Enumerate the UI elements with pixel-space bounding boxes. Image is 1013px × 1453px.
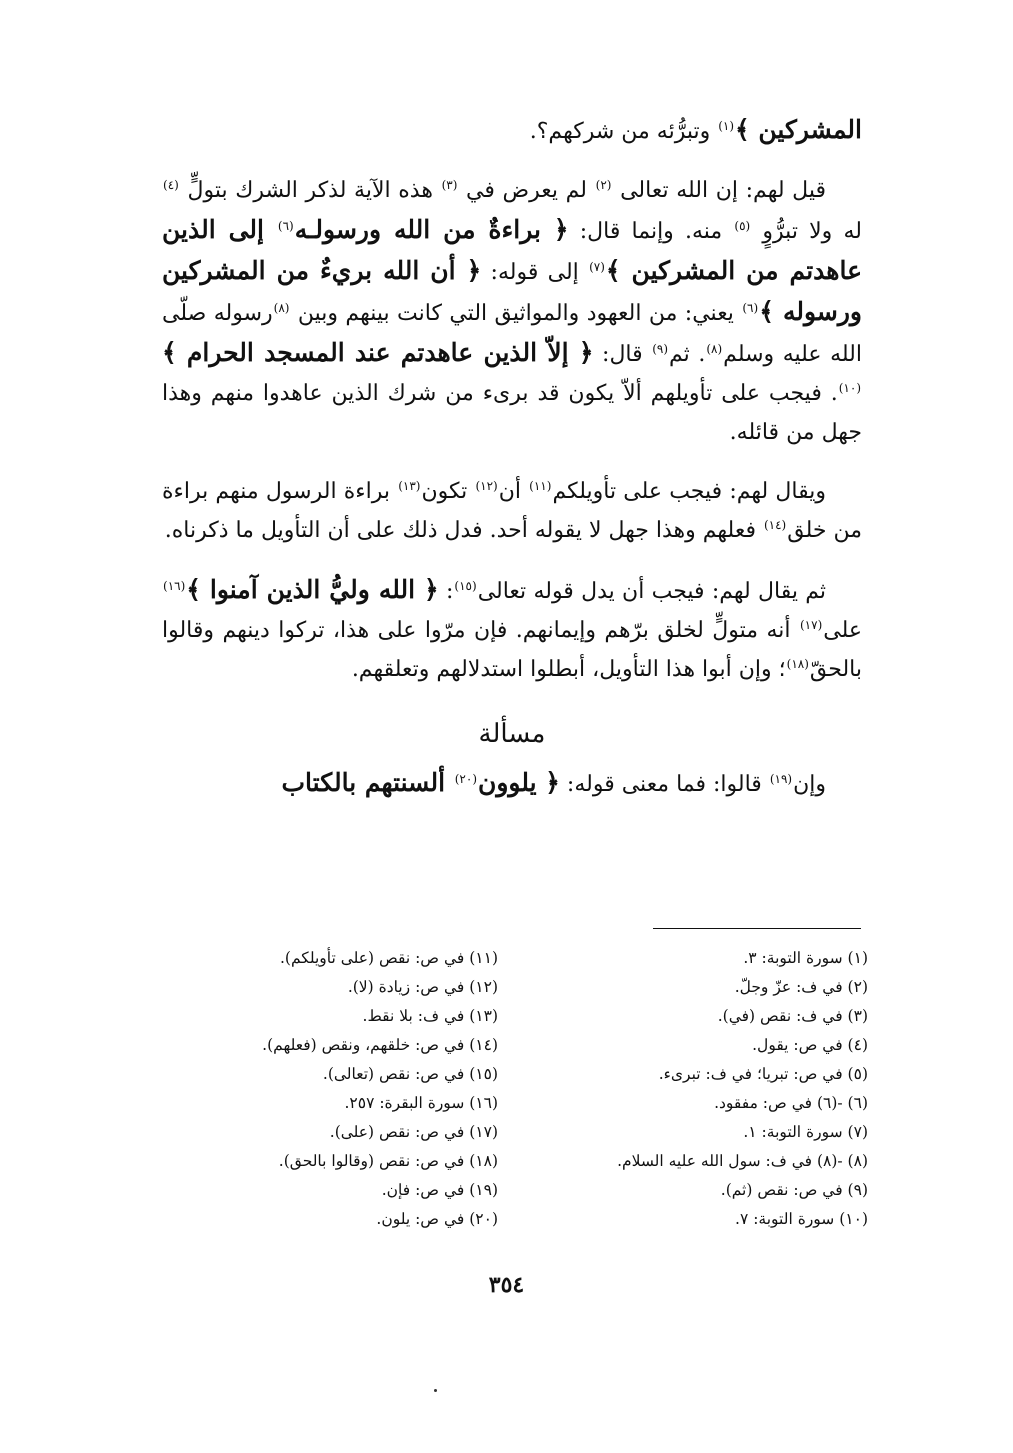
footnote-item: (٢) في ف: عزّ وجلّ. (734, 978, 868, 996)
footnote-ref[interactable]: (١) (718, 118, 735, 133)
footnote-item: (٤) في ص: يقول. (752, 1036, 868, 1054)
body-text: ؛ وإن أبوا هذا التأويل، أبطلوا استدلالهم وتعلقهم. (351, 657, 786, 682)
footnote-ref[interactable]: (١٦) (163, 578, 186, 593)
scan-speck (434, 1389, 437, 1392)
footnote-item: (٧) سورة التوبة: ١. (743, 1123, 868, 1141)
footnotes-column-left (168, 944, 498, 1234)
body-text: وتبرُّئه من شركهم؟. (529, 119, 718, 144)
footnote-ref[interactable]: (١١) (529, 478, 552, 493)
quran-text: إلى الذين عاهدتم من المشركين ﴾ (162, 215, 862, 285)
footnote-ref[interactable]: (٥) (734, 218, 751, 233)
body-text: إلى قوله: (481, 260, 589, 285)
footnote-ref[interactable]: (٨) (706, 341, 723, 356)
footnote-ref[interactable]: (٢) (595, 177, 612, 192)
footnote-item: (١٩) في ص: فإن. (381, 1181, 498, 1199)
footnote-item: (١٣) في ف: بلا نقط. (362, 1007, 498, 1025)
page-body (162, 110, 862, 805)
footnote-ref[interactable]: (١٢) (475, 478, 498, 493)
body-text: . فيجب على تأويلهم ألاّ يكون قد برىء من شرك الذين عاهدوا منهم وهذا جهل من قائله. (162, 381, 862, 445)
body-text: لم يعرض في (458, 178, 595, 203)
footnote-ref[interactable]: (٩) (652, 341, 669, 356)
footnote-ref[interactable]: (٦) (277, 218, 294, 233)
body-text: يعني: من العهود والمواثيق التي كانت بينهم وبين (290, 301, 742, 326)
footnote-ref[interactable]: (٨) (273, 300, 290, 315)
body-text: ثم يقال لهم: فيجب أن يدل قوله تعالى (477, 579, 827, 604)
footnote-item: (٣) في ف: نقص (في). (717, 1007, 868, 1025)
footnote-item: (١٥) في ص: نقص (تعالى). (322, 1065, 498, 1083)
footnote-ref[interactable]: (٣) (441, 177, 458, 192)
body-text: : (438, 579, 454, 604)
footnote-divider (653, 928, 861, 929)
paragraph-4 (162, 570, 862, 689)
paragraph-1 (162, 110, 862, 151)
quran-text: ﴿ الله وليُّ الذين آمنوا ﴾ (186, 575, 439, 604)
footnote-item: (١) سورة التوبة: ٣. (743, 949, 868, 967)
body-text: أنه متولٍّ لخلق برّهم وإيمانهم. فإن مرّوا على هذا، تركوا دينهم وقالوا بالحقّ (162, 618, 862, 682)
body-text: قال: (593, 342, 652, 367)
quran-text: ألسنتهم بالكتاب (281, 768, 454, 797)
body-text: وإن (793, 772, 826, 797)
page-number: ٣٥٤ (488, 1272, 525, 1298)
footnote-item: (٨) -(٨) في ف: سول الله عليه السلام. (617, 1152, 868, 1170)
footnote-ref[interactable]: (١٩) (769, 771, 793, 786)
footnote-ref[interactable]: (١٥) (454, 578, 477, 593)
footnotes (168, 944, 868, 1234)
footnotes-column-right (568, 944, 868, 1234)
footnote-item: (١٦) سورة البقرة: ٢٥٧. (344, 1094, 498, 1112)
paragraph-5 (162, 763, 862, 805)
quran-text: ﴿ براءةٌ من الله ورسولـه (294, 215, 569, 244)
footnote-item: (١٠) سورة التوبة: ٧. (735, 1210, 868, 1228)
footnote-ref[interactable]: (٢٠) (454, 771, 477, 786)
footnote-item: (١١) في ص: نقص (على تأويلكم). (280, 949, 498, 967)
body-text: منه. وإنما قال: (568, 219, 734, 244)
footnote-ref[interactable]: (٦) (742, 300, 759, 315)
body-text: ويقال لهم: فيجب على تأويلكم (552, 479, 826, 504)
footnote-ref[interactable]: (١٤) (763, 517, 787, 532)
body-text: فعلهم وهذا جهل لا يقوله أحد. فدل ذلك على أن التأويل ما ذكرناه. (164, 518, 763, 543)
body-text: قالوا: فما معنى قوله: (559, 772, 769, 797)
footnote-item: (٢٠) في ص: يلون. (376, 1210, 498, 1228)
body-text: له ولا تبرُّوٍ (751, 219, 862, 244)
footnote-ref[interactable]: (١٨) (786, 656, 809, 671)
footnote-item: (١٨) في ص: نقص (وقالوا بالحق). (278, 1152, 498, 1170)
body-text: تكون (421, 479, 475, 504)
body-text: أن (498, 479, 529, 504)
footnote-item: (٥) في ص: تبريا؛ في ف: تبرىء. (658, 1065, 868, 1083)
footnote-ref[interactable]: (١٣) (398, 478, 421, 493)
footnote-ref[interactable]: (١٠) (838, 380, 861, 395)
body-text: هذه الآية لذكر الشرك بتولٍّ (179, 178, 441, 203)
quran-text: ﴿ يلوون (478, 768, 560, 797)
section-heading: مسألة (478, 719, 546, 749)
footnote-item: (٦) -(٦) في ص: مفقود. (714, 1094, 868, 1112)
footnote-ref[interactable]: (٧) (589, 259, 605, 274)
body-text: . ثم (669, 342, 706, 367)
footnote-item: (١٤) في ص: خلقهم، ونقص (فعلهم). (262, 1036, 498, 1054)
quran-text: ﴿ أن الله بريءٌ من المشركين ورسوله ﴾ (162, 256, 862, 326)
quran-text: المشركين ﴾ (735, 115, 862, 144)
body-text: على (823, 618, 862, 643)
body-text: رسوله صلّى الله عليه وسلم (162, 301, 862, 367)
paragraph-3 (162, 472, 862, 550)
footnote-item: (١٧) في ص: نقص (على). (329, 1123, 498, 1141)
footnote-ref[interactable]: (٤) (163, 177, 179, 192)
footnote-ref[interactable]: (١٧) (799, 617, 823, 632)
paragraph-2 (162, 171, 862, 452)
footnote-item: (٩) في ص: نقص (ثم). (720, 1181, 868, 1199)
body-text: براءة الرسول منهم براءة من خلق (162, 479, 862, 543)
quran-text: ﴿ إلاّ الذين عاهدتم عند المسجد الحرام ﴾ (162, 338, 594, 367)
body-text: قيل لهم: إن الله تعالى (612, 178, 826, 203)
footnote-item: (١٢) في ص: زيادة (لا). (347, 978, 498, 996)
